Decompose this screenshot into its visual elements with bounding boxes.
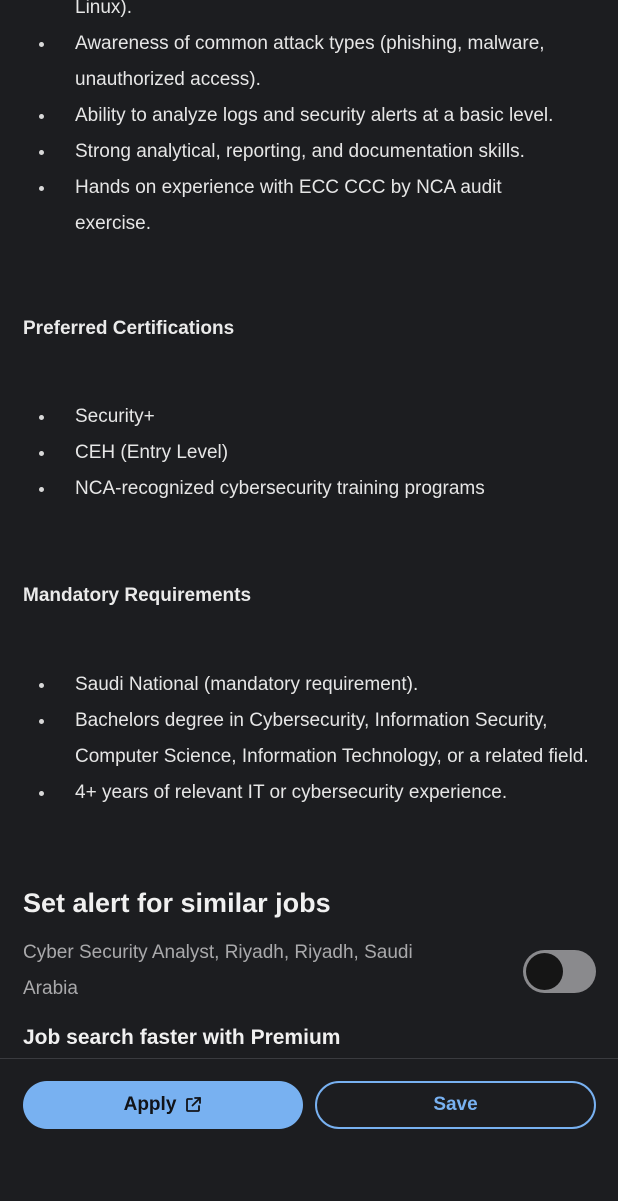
mandatory-requirements-heading: Mandatory Requirements xyxy=(23,585,252,606)
list-item xyxy=(0,170,618,242)
list-item xyxy=(0,471,618,507)
list-item-text: NCA-recognized cybersecurity training programs xyxy=(75,478,485,499)
list-item xyxy=(0,26,618,98)
list-item-text: Saudi National (mandatory requirement). xyxy=(75,674,419,695)
list-item-text: Strong analytical, reporting, and documentation skills. xyxy=(75,141,525,162)
job-alert-title: Set alert for similar jobs xyxy=(23,888,331,918)
job-alert-toggle[interactable] xyxy=(523,950,596,993)
list-item-text: Hands on experience with ECC CCC by NCA audit exercise. xyxy=(75,177,502,234)
list-item xyxy=(0,134,618,170)
premium-title: Job search faster with Premium xyxy=(23,1026,341,1049)
bullet-dot xyxy=(39,42,44,47)
list-item xyxy=(0,703,618,775)
bullet-dot xyxy=(39,415,44,420)
list-item-text: Awareness of common attack types (phishing, malware, unauthorized access). xyxy=(75,33,545,90)
bullet-dot xyxy=(39,150,44,155)
apply-button[interactable] xyxy=(23,1081,303,1129)
list-item xyxy=(0,667,618,703)
bullet-dot xyxy=(39,186,44,191)
apply-button-label: Apply xyxy=(123,1094,177,1115)
list-item-text: Security+ xyxy=(75,406,155,427)
list-item xyxy=(0,775,618,811)
list-item xyxy=(0,98,618,134)
bullet-dot xyxy=(39,487,44,492)
list-item xyxy=(0,0,618,26)
mandatory-requirements-list xyxy=(0,667,618,811)
list-item xyxy=(0,435,618,471)
list-item-text: Bachelors degree in Cybersecurity, Information Security, Computer Science, Information Technology, or a related field. xyxy=(75,710,589,767)
list-item-text: Linux). xyxy=(75,0,133,18)
list-item-text: Ability to analyze logs and security alerts at a basic level. xyxy=(75,105,554,126)
bullet-dot xyxy=(39,114,44,119)
bullet-dot xyxy=(39,451,44,456)
job-alert-description: Cyber Security Analyst, Riyadh, Riyadh, Saudi Arabia xyxy=(23,942,413,999)
certifications-list xyxy=(0,399,618,507)
save-button-label: Save xyxy=(433,1094,478,1115)
bullet-dot xyxy=(39,683,44,688)
bottom-action-bar xyxy=(0,1058,618,1201)
bullet-dot xyxy=(39,791,44,796)
save-button[interactable] xyxy=(315,1081,596,1129)
toggle-knob xyxy=(526,953,563,990)
bullet-dot xyxy=(39,719,44,724)
list-item-text: 4+ years of relevant IT or cybersecurity experience. xyxy=(75,782,508,803)
preferred-certifications-heading: Preferred Certifications xyxy=(23,318,235,339)
requirements-list xyxy=(0,0,618,242)
external-link-icon xyxy=(184,1096,202,1114)
list-item-text: CEH (Entry Level) xyxy=(75,442,229,463)
list-item xyxy=(0,399,618,435)
